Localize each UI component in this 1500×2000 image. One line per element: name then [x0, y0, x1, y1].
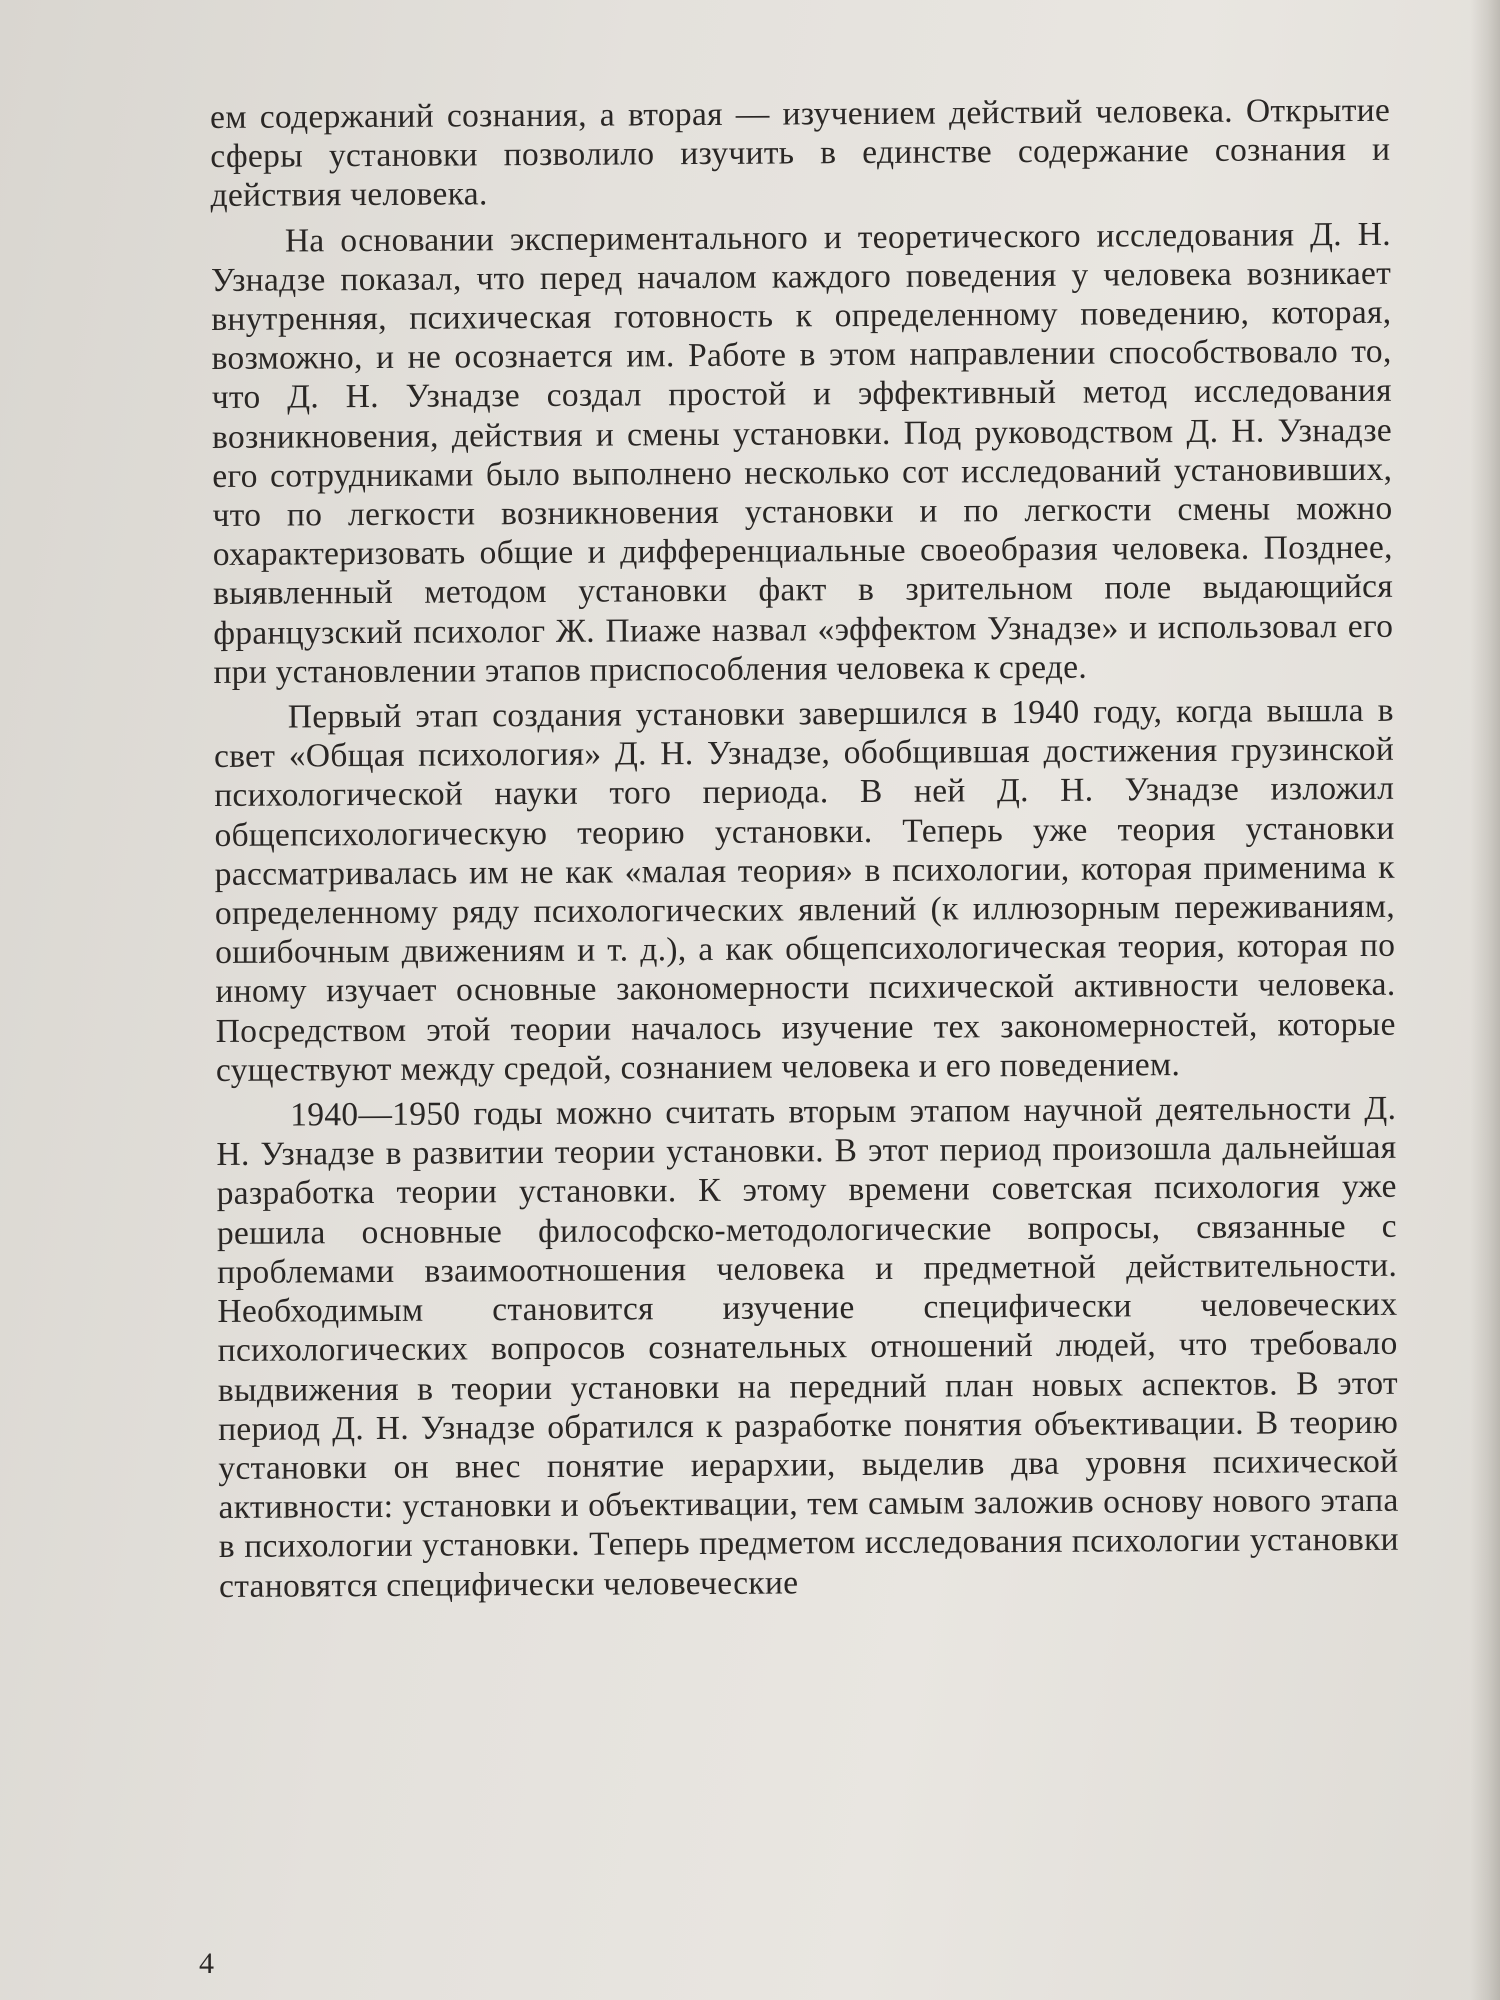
page-number: 4	[199, 1947, 214, 1980]
body-text	[210, 91, 1399, 1612]
paragraph-3: Первый этап создания установки завершился в 1940 году, когда вышла в свет «Общая психология» Д. Н. Узнадзе, обобщившая достижения грузинской психологической науки того периода. В ней Д. Н. Узнадзе изложил общепсихологическую теорию установки. Теперь уже теория установки рассматривалась им не как «малая теория» в психологии, которая применима к определенному ряду психологических явлений (к иллюзорным переживаниям, ошибочным движениям и т. д.), а как общепсихологическая теория, которая по иному изучает основные закономерности психической активности человека. Посредством этой теории началось изучение тех закономерностей, которые существуют между средой, сознанием человека и его поведением.	[213, 691, 1396, 1089]
paragraph-1: ем содержаний сознания, а вторая — изучением действий человека. Открытие сферы установки позволило изучить в единстве содержание сознания и действия человека.	[210, 91, 1391, 215]
page-edge-shadow	[1470, 0, 1500, 2000]
paragraph-2: На основании экспериментального и теоретического исследования Д. Н. Узнадзе показал, что перед началом каждого поведения у человека возникает внутренняя, психическая готовность к определенному поведению, которая, возможно, и не осознается им. Работе в этом направлении способствовало то, что Д. Н. Узнадзе создал простой и эффективный метод исследования возникновения, действия и смены установки. Под руководством Д. Н. Узнадзе его сотрудниками было выполнено несколько сот исследований установивших, что по легкости возникновения установки и по легкости смены можно охарактеризовать общие и дифференциальные своеобразия человека. Позднее, выявленный методом установки факт в зрительном поле выдающийся французский психолог Ж. Пиаже назвал «эффектом Узнадзе» и использовал его при установлении этапов приспособления человека к среде.	[211, 215, 1394, 691]
paragraph-4: 1940—1950 годы можно считать вторым этапом научной деятельности Д. Н. Узнадзе в развитии теории установки. В этот период произошла дальнейшая разработка теории установки. К этому времени советская психология уже решила основные философско-методологические вопросы, связанные с проблемами взаимоотношения человека и предметной действительности. Необходимым становится изучение специфически человеческих психологических вопросов сознательных отношений людей, что требовало выдвижения в теории установки на передний план новых аспектов. В этот период Д. Н. Узнадзе обратился к разработке понятия объективации. В теорию установки он внес понятие иерархии, выделив два уровня психической активности: установки и объективации, тем самым заложив основу нового этапа в психологии установки. Теперь предметом исследования психологии установки становятся специфически человеческие	[216, 1089, 1399, 1605]
